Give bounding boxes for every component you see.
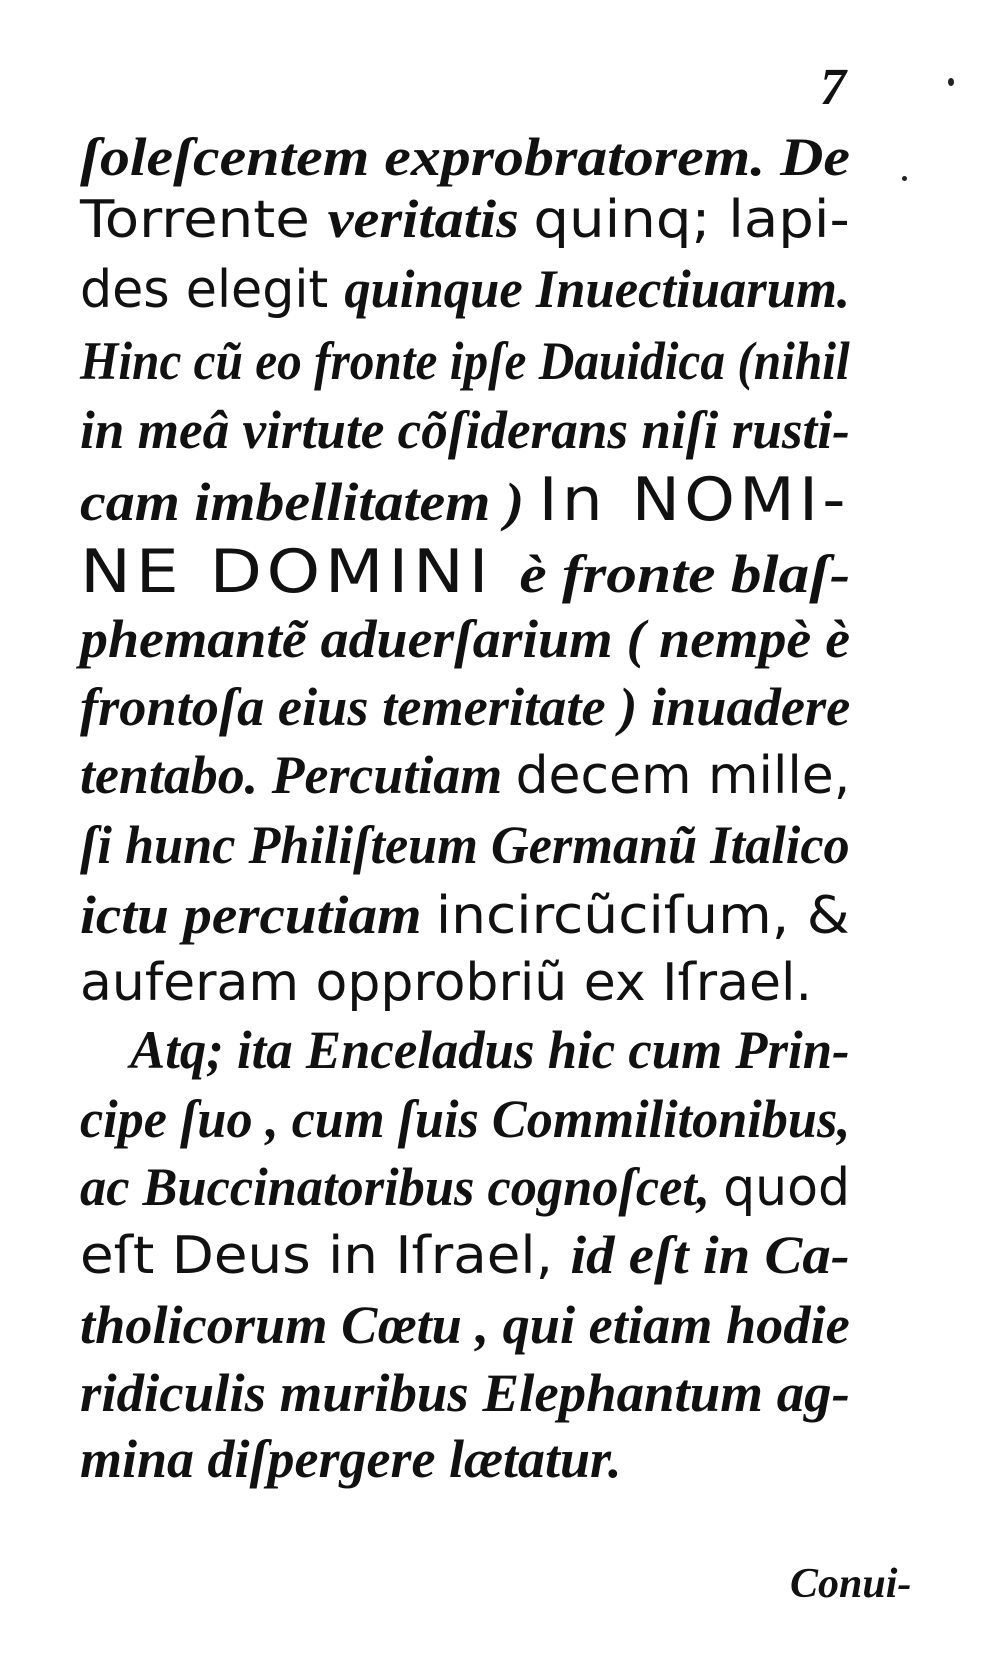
text-line xyxy=(130,1020,850,1080)
text-line xyxy=(80,1363,850,1423)
text-line xyxy=(80,609,851,669)
roman-text: auferam opprobriũ ex Iſrael. xyxy=(80,953,812,1013)
roman-text: quinq; lapi- xyxy=(533,190,850,250)
italic-text: quinque Inuectiuarum. xyxy=(344,259,851,319)
italic-text: Hinc cũ eo fronte ipſe Dauidica (nihil xyxy=(80,331,850,391)
text-line xyxy=(80,677,851,737)
italic-text: id eſt in Ca- xyxy=(570,1225,850,1285)
roman-text: des elegit xyxy=(80,260,345,320)
ink-speck xyxy=(902,176,907,181)
roman-text: incircũciſum, & xyxy=(435,886,850,946)
italic-text: ſi hunc Philiſteum Germanũ Italico xyxy=(80,815,850,875)
italic-text: ſoleſcentem exprobratorem. De xyxy=(80,127,851,187)
text-line xyxy=(80,331,850,391)
ink-speck xyxy=(948,78,954,86)
text-line xyxy=(80,953,812,1013)
italic-text: cipe ſuo , cum ſuis Commilitonibus, xyxy=(80,1089,851,1149)
text-line xyxy=(80,1295,850,1355)
text-line xyxy=(80,189,850,250)
italic-text: mina diſpergere lætatur. xyxy=(80,1429,622,1489)
catchword: Conui- xyxy=(790,1561,912,1607)
italic-text: veritatis xyxy=(327,189,534,249)
text-line xyxy=(80,745,851,806)
roman-text: eſt Deus in Iſrael, xyxy=(80,1226,571,1286)
text-line xyxy=(80,1429,622,1489)
text-line xyxy=(80,465,850,535)
page-number: 7 xyxy=(820,59,846,116)
roman-text: In NOMI- xyxy=(538,465,850,535)
text-line xyxy=(80,127,851,187)
roman-text: Torrente xyxy=(80,190,328,250)
text-line xyxy=(80,1157,850,1218)
text-line xyxy=(80,1225,850,1286)
text-line xyxy=(80,259,851,320)
italic-text: phemantẽ aduerſarium ( nempè è xyxy=(80,609,851,669)
text-line xyxy=(80,537,851,607)
roman-text: NE DOMINI xyxy=(80,537,520,607)
italic-text: tentabo. Percutiam xyxy=(80,745,516,805)
text-line xyxy=(80,885,850,946)
italic-text: ac Buccinatoribus cognoſcet, xyxy=(80,1157,724,1217)
roman-text: decem mille, xyxy=(515,746,851,806)
italic-text: Atq; ita Enceladus hic cum Prin- xyxy=(130,1020,850,1080)
text-line xyxy=(80,1089,851,1149)
italic-text: è fronte blaſ- xyxy=(519,544,851,604)
italic-text: ridiculis muribus Elephantum ag- xyxy=(80,1363,850,1423)
italic-text: in meâ virtute cõſiderans niſi rusti- xyxy=(80,400,850,460)
text-line xyxy=(80,815,850,875)
italic-text: cam imbellitatem ) xyxy=(80,472,539,532)
italic-text: tholicorum Cœtu , qui etiam hodie xyxy=(80,1295,850,1355)
italic-text: ictu percutiam xyxy=(80,885,436,945)
roman-text: quod xyxy=(723,1158,850,1218)
italic-text: frontoſa eius temeritate ) inuadere xyxy=(80,677,851,737)
text-line xyxy=(80,400,850,460)
